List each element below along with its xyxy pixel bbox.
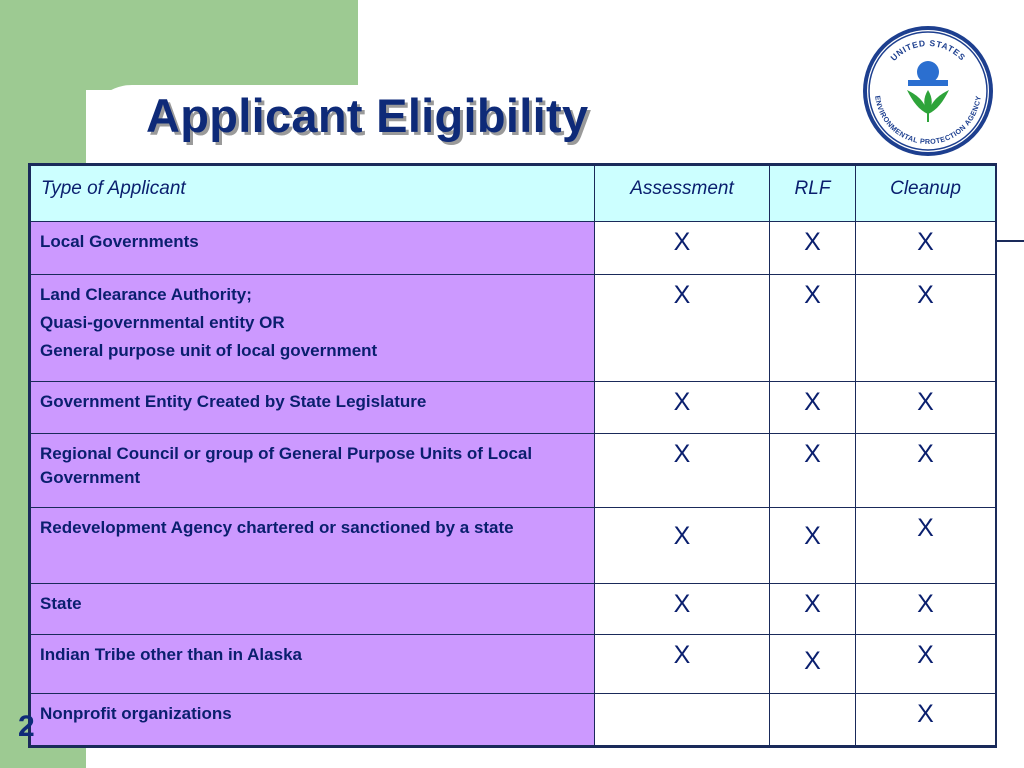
applicant-type-text: Redevelopment Agency chartered or sanctioned by a state [40, 518, 514, 537]
header-cleanup: Cleanup [856, 166, 996, 222]
rlf-mark: X [770, 584, 856, 635]
assessment-mark: X [595, 275, 770, 382]
applicant-type-cell [31, 635, 595, 694]
page-number: 2 [18, 710, 35, 743]
applicant-type-cell [31, 434, 595, 508]
rlf-mark [770, 694, 856, 746]
cleanup-mark: X [856, 694, 996, 746]
cleanup-mark: X [856, 275, 996, 382]
applicant-type-text: Nonprofit organizations [40, 704, 232, 723]
table-row [31, 694, 996, 746]
rlf-mark: X [770, 222, 856, 275]
background-accent-panel [0, 0, 358, 90]
header-rlf: RLF [770, 166, 856, 222]
assessment-mark: X [595, 584, 770, 635]
applicant-type-cell [31, 508, 595, 584]
assessment-mark: X [595, 635, 770, 694]
applicant-type-text: General purpose unit of local government [40, 341, 378, 360]
rlf-mark: X [770, 434, 856, 508]
applicant-type-cell [31, 694, 595, 746]
applicant-type-text: Indian Tribe other than in Alaska [40, 645, 302, 664]
decorative-line [996, 240, 1024, 242]
eligibility-table [28, 163, 997, 748]
applicant-type-text: Land Clearance Authority; [40, 285, 252, 304]
applicant-type-text: Local Governments [40, 232, 199, 251]
seal-text-bottom: ENVIRONMENTAL PROTECTION AGENCY [873, 94, 983, 147]
cleanup-mark: X [856, 382, 996, 434]
header-type-of-applicant: Type of Applicant [31, 166, 595, 222]
applicant-type-cell [31, 584, 595, 635]
table-row [31, 382, 996, 434]
slide-title: Applicant Eligibility [146, 89, 589, 142]
table-header-row [31, 166, 996, 222]
applicant-type-text: State [40, 594, 82, 613]
table-row [31, 635, 996, 694]
assessment-mark: X [595, 222, 770, 275]
applicant-type-cell [31, 222, 595, 275]
rlf-mark: X [770, 275, 856, 382]
cleanup-mark: X [856, 635, 996, 694]
table-row [31, 222, 996, 275]
table-row [31, 275, 996, 382]
assessment-mark [595, 694, 770, 746]
assessment-mark: X [595, 434, 770, 508]
cleanup-mark: X [856, 508, 996, 584]
table-row [31, 584, 996, 635]
cleanup-mark: X [856, 434, 996, 508]
assessment-mark: X [595, 382, 770, 434]
cleanup-mark: X [856, 222, 996, 275]
seal-text-top: UNITED STATES [888, 37, 968, 63]
applicant-type-cell [31, 382, 595, 434]
cleanup-mark: X [856, 584, 996, 635]
rlf-mark: X [770, 635, 856, 694]
applicant-type-text: Quasi-governmental entity OR [40, 313, 285, 332]
applicant-type-text: Regional Council or group of General Purpose Units of Local Government [40, 444, 533, 487]
table-row [31, 434, 996, 508]
assessment-mark: X [595, 508, 770, 584]
table-row [31, 508, 996, 584]
epa-seal-icon [861, 24, 995, 158]
header-assessment: Assessment [595, 166, 770, 222]
applicant-type-text: Government Entity Created by State Legislature [40, 392, 427, 411]
rlf-mark: X [770, 382, 856, 434]
rlf-mark: X [770, 508, 856, 584]
applicant-type-cell [31, 275, 595, 382]
